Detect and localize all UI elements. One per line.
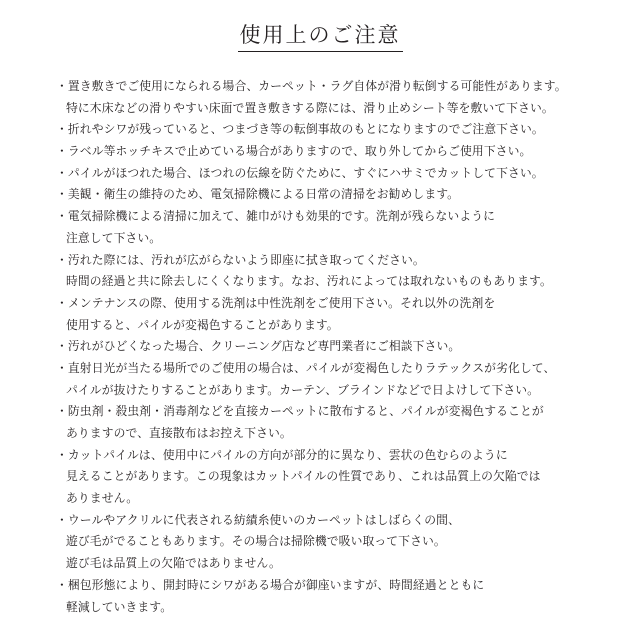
caution-item-text: ・電気掃除機による清掃に加えて、雑巾がけも効果的です。洗剤が残らないように <box>56 209 496 224</box>
caution-item-continuation: ありますので、直接散布はお控え下さい。 <box>66 426 292 440</box>
caution-item-continuation: 使用すると、パイルが変褐色することがあります。 <box>66 317 339 332</box>
caution-item-continuation: 特に木床などの滑りやすい床面で置き敷きする際には、滑り止めシート等を敷いて下さい。 <box>66 100 554 115</box>
caution-item-text: ・直射日光が当たる場所でのご使用の場合は、パイルが変褐色したりラテックスが劣化して、 <box>56 360 556 375</box>
page-title: 使用上のご注意 <box>238 22 403 52</box>
caution-item-text: ・美観・衛生の維持のため、電気掃除機による日常の清掃をお勧めします。 <box>56 187 460 202</box>
caution-item-text: ・メンテナンスの際、使用する洗剤は中性洗剤をご使用下さい。それ以外の洗剤を <box>56 295 496 310</box>
caution-item-text: ・ラベル等ホッチキスで止めている場合がありますので、取り外してからご使用下さい。 <box>56 144 532 159</box>
caution-item <box>56 445 622 510</box>
caution-item <box>56 76 622 119</box>
caution-item <box>56 206 622 249</box>
caution-item-text: ・ウールやアクリルに代表される紡績糸使いのカーペットはしばらくの間、 <box>56 512 460 527</box>
caution-item <box>56 163 622 185</box>
caution-item-text: ・パイルがほつれた場合、ほつれの伝線を防ぐために、すぐにハサミでカットして下さい。 <box>56 165 544 180</box>
caution-item <box>56 141 622 163</box>
caution-item-continuation: ありません。 <box>66 491 139 506</box>
caution-item-text: ・折れやシワが残っていると、つまづき等の転倒事故のもとになりますのでご注意下さい。 <box>56 122 544 137</box>
caution-item-text: ・置き敷きでご使用になられる場合、カーペット・ラグ自体が滑り転倒する可能性があります。 <box>56 79 567 93</box>
caution-item-text: ・防虫剤・殺虫剤・消毒剤などを直接カーペットに散布すると、パイルが変褐色することが <box>56 404 544 419</box>
caution-item <box>56 575 622 618</box>
caution-item-text: ・汚れがひどくなった場合、クリーニング店など専門業者にご相談下さい。 <box>56 339 461 354</box>
caution-item <box>56 336 622 358</box>
caution-item-continuation: 時間の経過と共に除去しにくくなります。なお、汚れによっては取れないものもあります。 <box>66 274 552 289</box>
caution-item <box>56 510 622 575</box>
caution-list <box>56 76 622 618</box>
title-wrap <box>0 22 640 52</box>
caution-item <box>56 250 622 293</box>
caution-item-continuation: 軽減していきます。 <box>66 599 173 614</box>
caution-item-continuation: 見えることがあります。この現象はカットパイルの性質であり、これは品質上の欠陥では <box>66 469 541 484</box>
caution-item <box>56 401 622 444</box>
caution-item <box>56 293 622 336</box>
caution-item-text: ・汚れた際には、汚れが広がらないよう即座に拭き取ってください。 <box>56 252 425 267</box>
caution-item-text: ・カットパイルは、使用中にパイルの方向が部分的に異なり、雲状の色むらのように <box>56 447 508 462</box>
caution-item <box>56 184 622 206</box>
caution-item-continuation: 注意して下さい。 <box>66 230 162 245</box>
caution-item-continuation: パイルが抜けたりすることがあります。カーテン、ブラインドなどで日よけして下さい。 <box>66 382 540 397</box>
caution-item <box>56 358 622 401</box>
caution-item-text: ・梱包形態により、開封時にシワがある場合が御座いますが、時間経過とともに <box>56 577 485 592</box>
caution-item-continuation: 遊び毛がでることもあります。その場合は掃除機で吸い取って下さい。 <box>66 534 446 549</box>
caution-item-continuation: 遊び毛は品質上の欠陥ではありません。 <box>66 556 281 571</box>
caution-item <box>56 119 622 141</box>
